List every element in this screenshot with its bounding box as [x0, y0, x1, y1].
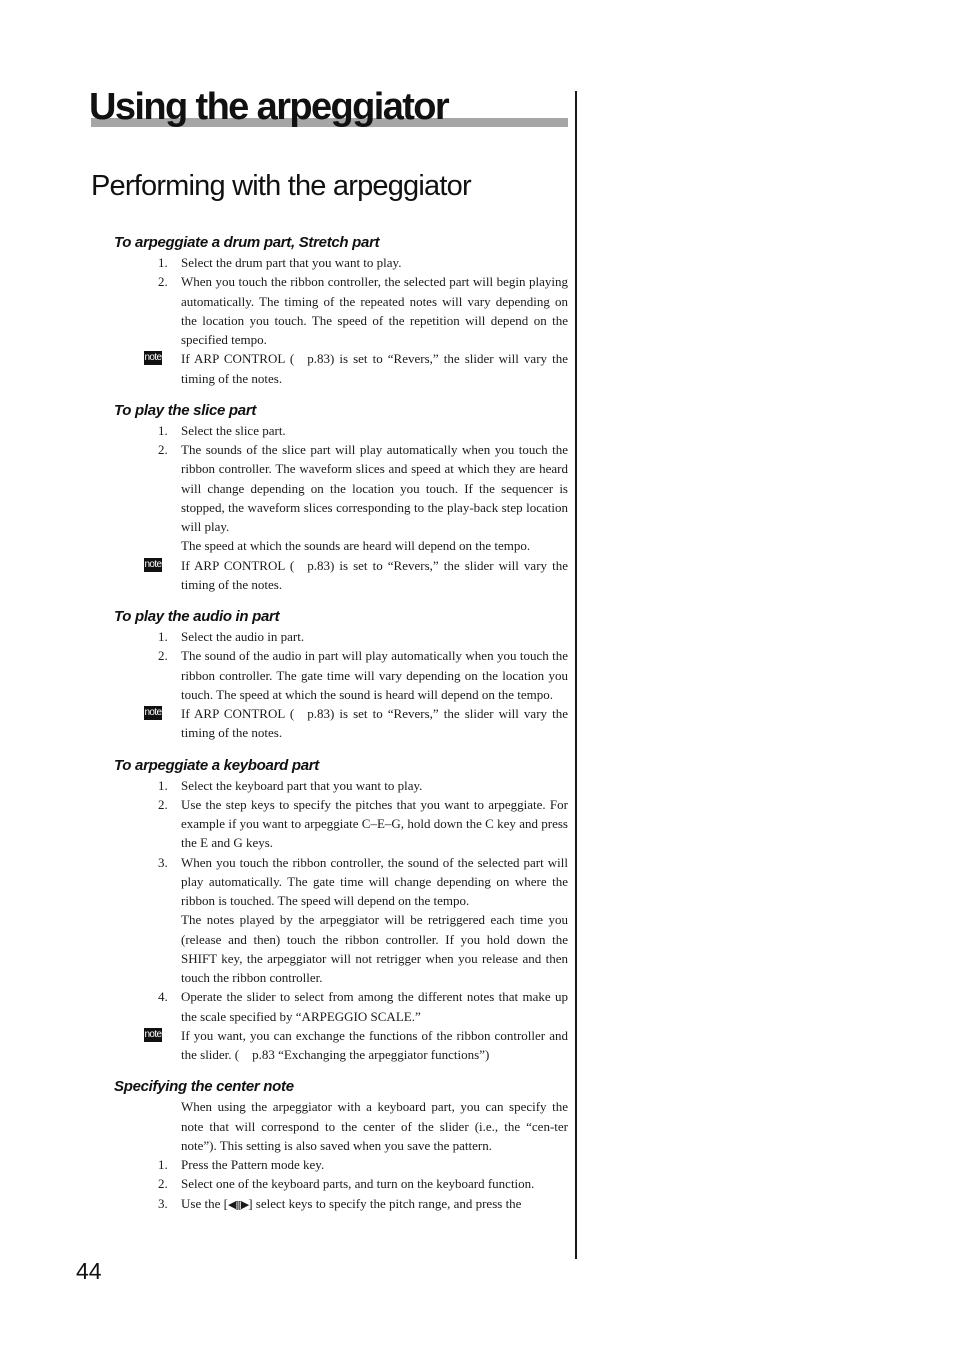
numbered-step — [114, 1194, 568, 1215]
step-number: 2. — [158, 648, 168, 664]
step-number: 3. — [158, 1195, 168, 1211]
note-paragraph — [114, 349, 568, 388]
step-number: 1. — [158, 1157, 168, 1172]
numbered-step — [114, 1174, 568, 1193]
step-text: When you touch the ribbon controller, the selected part will begin playing automatically. The timing of the repeated notes will vary depending on the location you touch. The speed of the repetition will depend on the specified tempo. — [181, 274, 568, 347]
step-text: The notes played by the arpeggiator will be retriggered each time you (release and then) touch the ribbon controller. If you hold down the SHIFT key, the arpeggiator will not retrigger when you release and then touch the ribbon controller. — [181, 912, 568, 985]
content — [114, 234, 568, 1215]
step-text: When you touch the ribbon controller, the sound of the selected part will play automatically. The gate time will change depending on where the ribbon is touched. The speed will depend on the tempo. — [181, 854, 568, 908]
step-text: Select the audio in part. — [181, 629, 305, 644]
numbered-step — [114, 646, 568, 704]
numbered-step — [114, 272, 568, 349]
subsection-heading: To play the audio in part — [114, 608, 280, 625]
note-icon: note — [144, 352, 162, 364]
note-icon: note — [144, 707, 162, 718]
note-icon: note — [144, 1028, 162, 1040]
subsection-heading: To arpeggiate a keyboard part — [114, 756, 319, 774]
step-text: The sound of the audio in part will play automatically when you touch the ribbon controller. The gate time will vary depending on the location you touch. The speed at which the sound is heard will depend on the tempo. — [181, 648, 568, 702]
note-text: If ARP CONTROL ( p.83) is set to “Revers,” the slider will vary the timing of the notes. — [181, 557, 568, 592]
numbered-step — [114, 795, 568, 853]
step-text: Use the step keys to specify the pitches that you want to arpeggiate. For example if you want to arpeggiate C–E–G, hold down the C key and press the E and G keys. — [181, 796, 568, 851]
vertical-rule — [575, 91, 577, 1259]
numbered-step — [114, 776, 568, 795]
step-text: When using the arpeggiator with a keyboard part, you can specify the note that will correspond to the center of the slider (i.e., the “cen-ter note”). This setting is also saved when you save the pattern. — [181, 1099, 568, 1153]
step-number: 2. — [158, 1176, 168, 1192]
step-text: Select the drum part that you want to play. — [181, 255, 402, 270]
numbered-step — [114, 440, 568, 536]
note-paragraph — [114, 556, 568, 595]
step-text: Press the Pattern mode key. — [181, 1157, 325, 1172]
note-text: If ARP CONTROL ( p.83) is set to “Revers,” the slider will vary the timing of the notes. — [181, 351, 568, 386]
subsection-heading: Specifying the center note — [114, 1078, 294, 1096]
paragraph — [114, 536, 568, 555]
step-number: 2. — [158, 442, 168, 457]
step-number: 1. — [158, 422, 168, 438]
numbered-step — [114, 1155, 568, 1174]
step-number: 1. — [158, 255, 168, 270]
note-text: If you want, you can exchange the functions of the ribbon controller and the slider. ( p.83 “Exchanging the arpeggiator functions”) — [181, 1027, 568, 1062]
note-icon: note — [144, 558, 162, 570]
paragraph — [114, 910, 568, 987]
step-text-post: ] select keys to specify the pitch range, and press the — [248, 1195, 522, 1211]
step-text: Select the keyboard part that you want to play. — [181, 777, 423, 793]
note-paragraph — [114, 704, 568, 743]
step-number: 3. — [158, 854, 168, 870]
step-number: 2. — [158, 796, 168, 812]
step-number: 4. — [158, 989, 168, 1005]
note-paragraph — [114, 1026, 568, 1065]
numbered-step — [114, 421, 568, 440]
paragraph — [114, 1097, 568, 1155]
page-number: 44 — [76, 1258, 102, 1284]
note-text: If ARP CONTROL ( p.83) is set to “Revers,” the slider will vary the timing of the notes. — [181, 706, 568, 741]
step-number: 2. — [158, 274, 168, 290]
step-text-pre: Use the [ — [181, 1195, 228, 1211]
subsection-heading: To play the slice part — [114, 401, 257, 419]
step-number: 1. — [158, 629, 168, 644]
section-title: Performing with the arpeggiator — [91, 170, 471, 202]
numbered-step — [114, 853, 568, 911]
subsection-heading: To arpeggiate a drum part, Stretch part — [114, 234, 380, 251]
step-text: Select one of the keyboard parts, and turn on the keyboard function. — [181, 1176, 535, 1192]
step-text: Operate the slider to select from among the different notes that make up the scale specified by “ARPEGGIO SCALE.” — [181, 989, 568, 1024]
step-number: 1. — [158, 777, 168, 793]
step-text: Select the slice part. — [181, 422, 286, 438]
select-keys-arrow-icons: ◀][▶ — [227, 1198, 249, 1211]
step-text: The sounds of the slice part will play automatically when you touch the ribbon controller. The waveform slices and speed at which they are heard will change depending on the location you touch. If the sequencer is stopped, the waveform slices corresponding to the play-back step location will play. — [181, 442, 568, 534]
numbered-step — [114, 627, 568, 646]
numbered-step — [114, 987, 568, 1026]
page-title: Using the arpeggiator — [89, 86, 449, 128]
numbered-step — [114, 253, 568, 272]
step-text: The speed at which the sounds are heard will depend on the tempo. — [181, 538, 531, 554]
